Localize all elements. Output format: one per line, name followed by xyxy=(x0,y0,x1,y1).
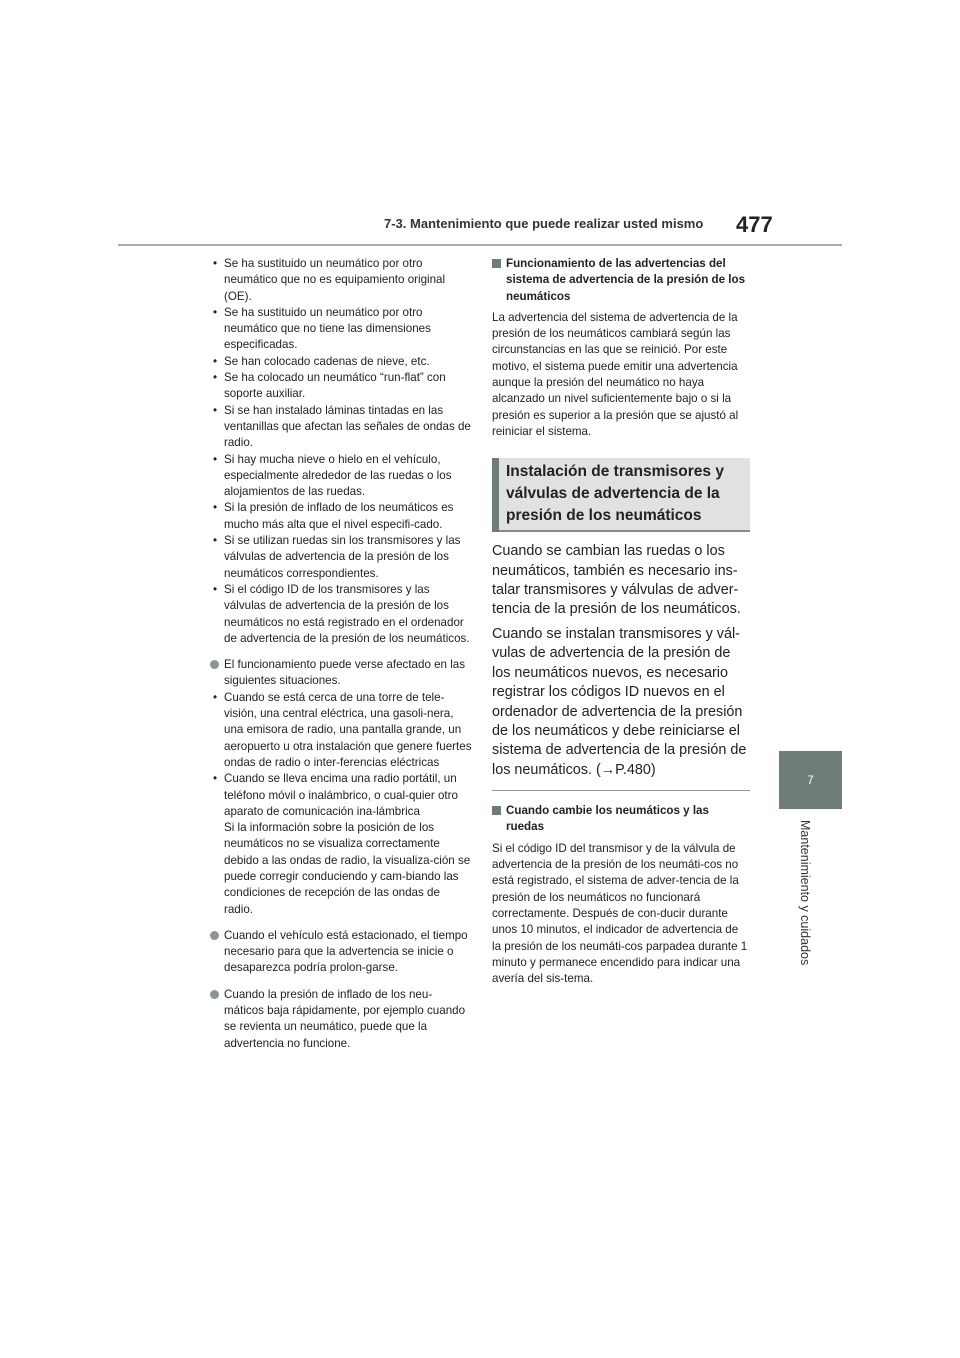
page-number: 477 xyxy=(736,212,773,237)
block-heading xyxy=(492,803,750,836)
block-text: La advertencia del sistema de advertencia de la presión de los neumáticos cambiará según las circunstancias en las que se reinició. Por este motivo, el sistema puede emitir una advertencia aunque la presión del neumático no haya alcanzado un nivel suficientemente bajo o si la presión es superior a la presión que se ajustó al reiniciar el sistema. xyxy=(492,310,739,438)
sub-list-item: • Cuando se lleva encima una radio portátil, un teléfono móvil o inalámbrico, o cual-quier otro aparato de comunicación ina-lámbrica xyxy=(210,771,472,820)
note-item xyxy=(210,987,472,1052)
right-column xyxy=(492,256,750,987)
list-item: • Si hay mucha nieve o hielo en el vehículo, especialmente alrededor de las ruedas o los alojamientos de las ruedas. xyxy=(210,452,472,501)
note-text: El funcionamiento puede verse afectado en las siguientes situaciones. xyxy=(224,658,466,688)
chapter-label: Mantenimiento y cuidados xyxy=(798,820,812,966)
list-item: • Si la presión de inflado de los neumáticos es mucho más alta que el nivel especifi-cado. xyxy=(210,500,472,533)
sub-note: Si la información sobre la posición de los neumáticos no se visualiza correctamente debido a las ondas de radio, la visualiza-ción se puede corregir conduciendo y cam-biando las condiciones de recepción de las ondas de radio. xyxy=(224,821,471,916)
square-bullet-icon xyxy=(492,806,501,815)
list-item: • Si se han instalado láminas tintadas en las ventanillas que afectan las señales de ondas de radio. xyxy=(210,403,472,452)
block-heading-text: Cuando cambie los neumáticos y las ruedas xyxy=(506,804,709,834)
note-item xyxy=(210,657,472,690)
divider xyxy=(492,790,750,791)
block-heading-text: Funcionamiento de las advertencias del sistema de advertencia de la presión de los neumáticos xyxy=(506,257,746,303)
chapter-tab[interactable] xyxy=(779,751,842,809)
list-item: • Se han colocado cadenas de nieve, etc. xyxy=(210,354,472,370)
note-text: Cuando la presión de inflado de los neu-máticos baja rápidamente, por ejemplo cuando se revienta un neumático, puede que la advertencia no funcione. xyxy=(224,987,466,1050)
block-heading xyxy=(492,256,750,305)
square-bullet-icon xyxy=(492,259,501,268)
section-title-box xyxy=(492,458,750,532)
sub-list-item: • Cuando se está cerca de una torre de tele-visión, una central eléctrica, una gasoli-nera, una emisora de radio, una pantalla grande, un aeropuerto u otra instalación que genere fuertes ondas de radio o inter-ferencias eléctricas xyxy=(210,690,472,771)
section-paragraph: Cuando se instalan transmisores y vál-vulas de advertencia de la presión de los neumáticos nuevos, es necesario registrar los códigos ID nuevos en el ordenador de advertencia de la presión de los neumáticos y debe reiniciarse el sistema de advertencia de la presión de los neumáticos. (→P.480) xyxy=(492,625,747,778)
header-section-title: 7-3. Mantenimiento que puede realizar usted mismo xyxy=(384,216,704,231)
list-item: • Se ha sustituido un neumático por otro neumático que no tiene las dimensiones especificadas. xyxy=(210,305,472,354)
section-title-bar xyxy=(492,458,499,532)
list-item: • Si se utilizan ruedas sin los transmisores y las válvulas de advertencia de la presión de los neumáticos correspondientes. xyxy=(210,533,472,582)
circle-bullet-icon xyxy=(210,660,219,669)
list-item: • Se ha colocado un neumático “run-flat” con soporte auxiliar. xyxy=(210,370,472,403)
list-item: • Si el código ID de los transmisores y las válvulas de advertencia de la presión de los neumáticos no está registrado en el ordenador de advertencia de la presión de los neumáticos. xyxy=(210,582,472,647)
list-item: • Se ha sustituido un neumático por otro neumático que no es equipamiento original (OE). xyxy=(210,256,472,305)
left-column xyxy=(210,256,472,1052)
header-rule xyxy=(118,244,842,246)
note-text: Cuando el vehículo está estacionado, el tiempo necesario para que la advertencia se inicie o desaparezca podría prolon-garse. xyxy=(224,928,468,975)
note-item xyxy=(210,928,472,977)
circle-bullet-icon xyxy=(210,931,219,940)
circle-bullet-icon xyxy=(210,990,219,999)
section-title: Instalación de transmisores y válvulas de advertencia de la presión de los neumáticos xyxy=(506,463,724,525)
block-text: Si el código ID del transmisor y de la válvula de advertencia de la presión de los neumáti-cos no está registrado, el sistema de adver-tencia de la presión de los neumáticos no funcionará correctamente. Después de con-ducir durante unos 10 minutos, el indicador de advertencia de la presión de los neumáti-cos parpadea durante 1 minuto y permanece encendido para indicar una avería del sis-tema. xyxy=(492,841,748,986)
chapter-number: 7 xyxy=(807,773,814,787)
section-paragraph: Cuando se cambian las ruedas o los neumáticos, también es necesario ins-talar transmisores y válvulas de adver-tencia de la presión de los neumáticos. xyxy=(492,543,741,618)
